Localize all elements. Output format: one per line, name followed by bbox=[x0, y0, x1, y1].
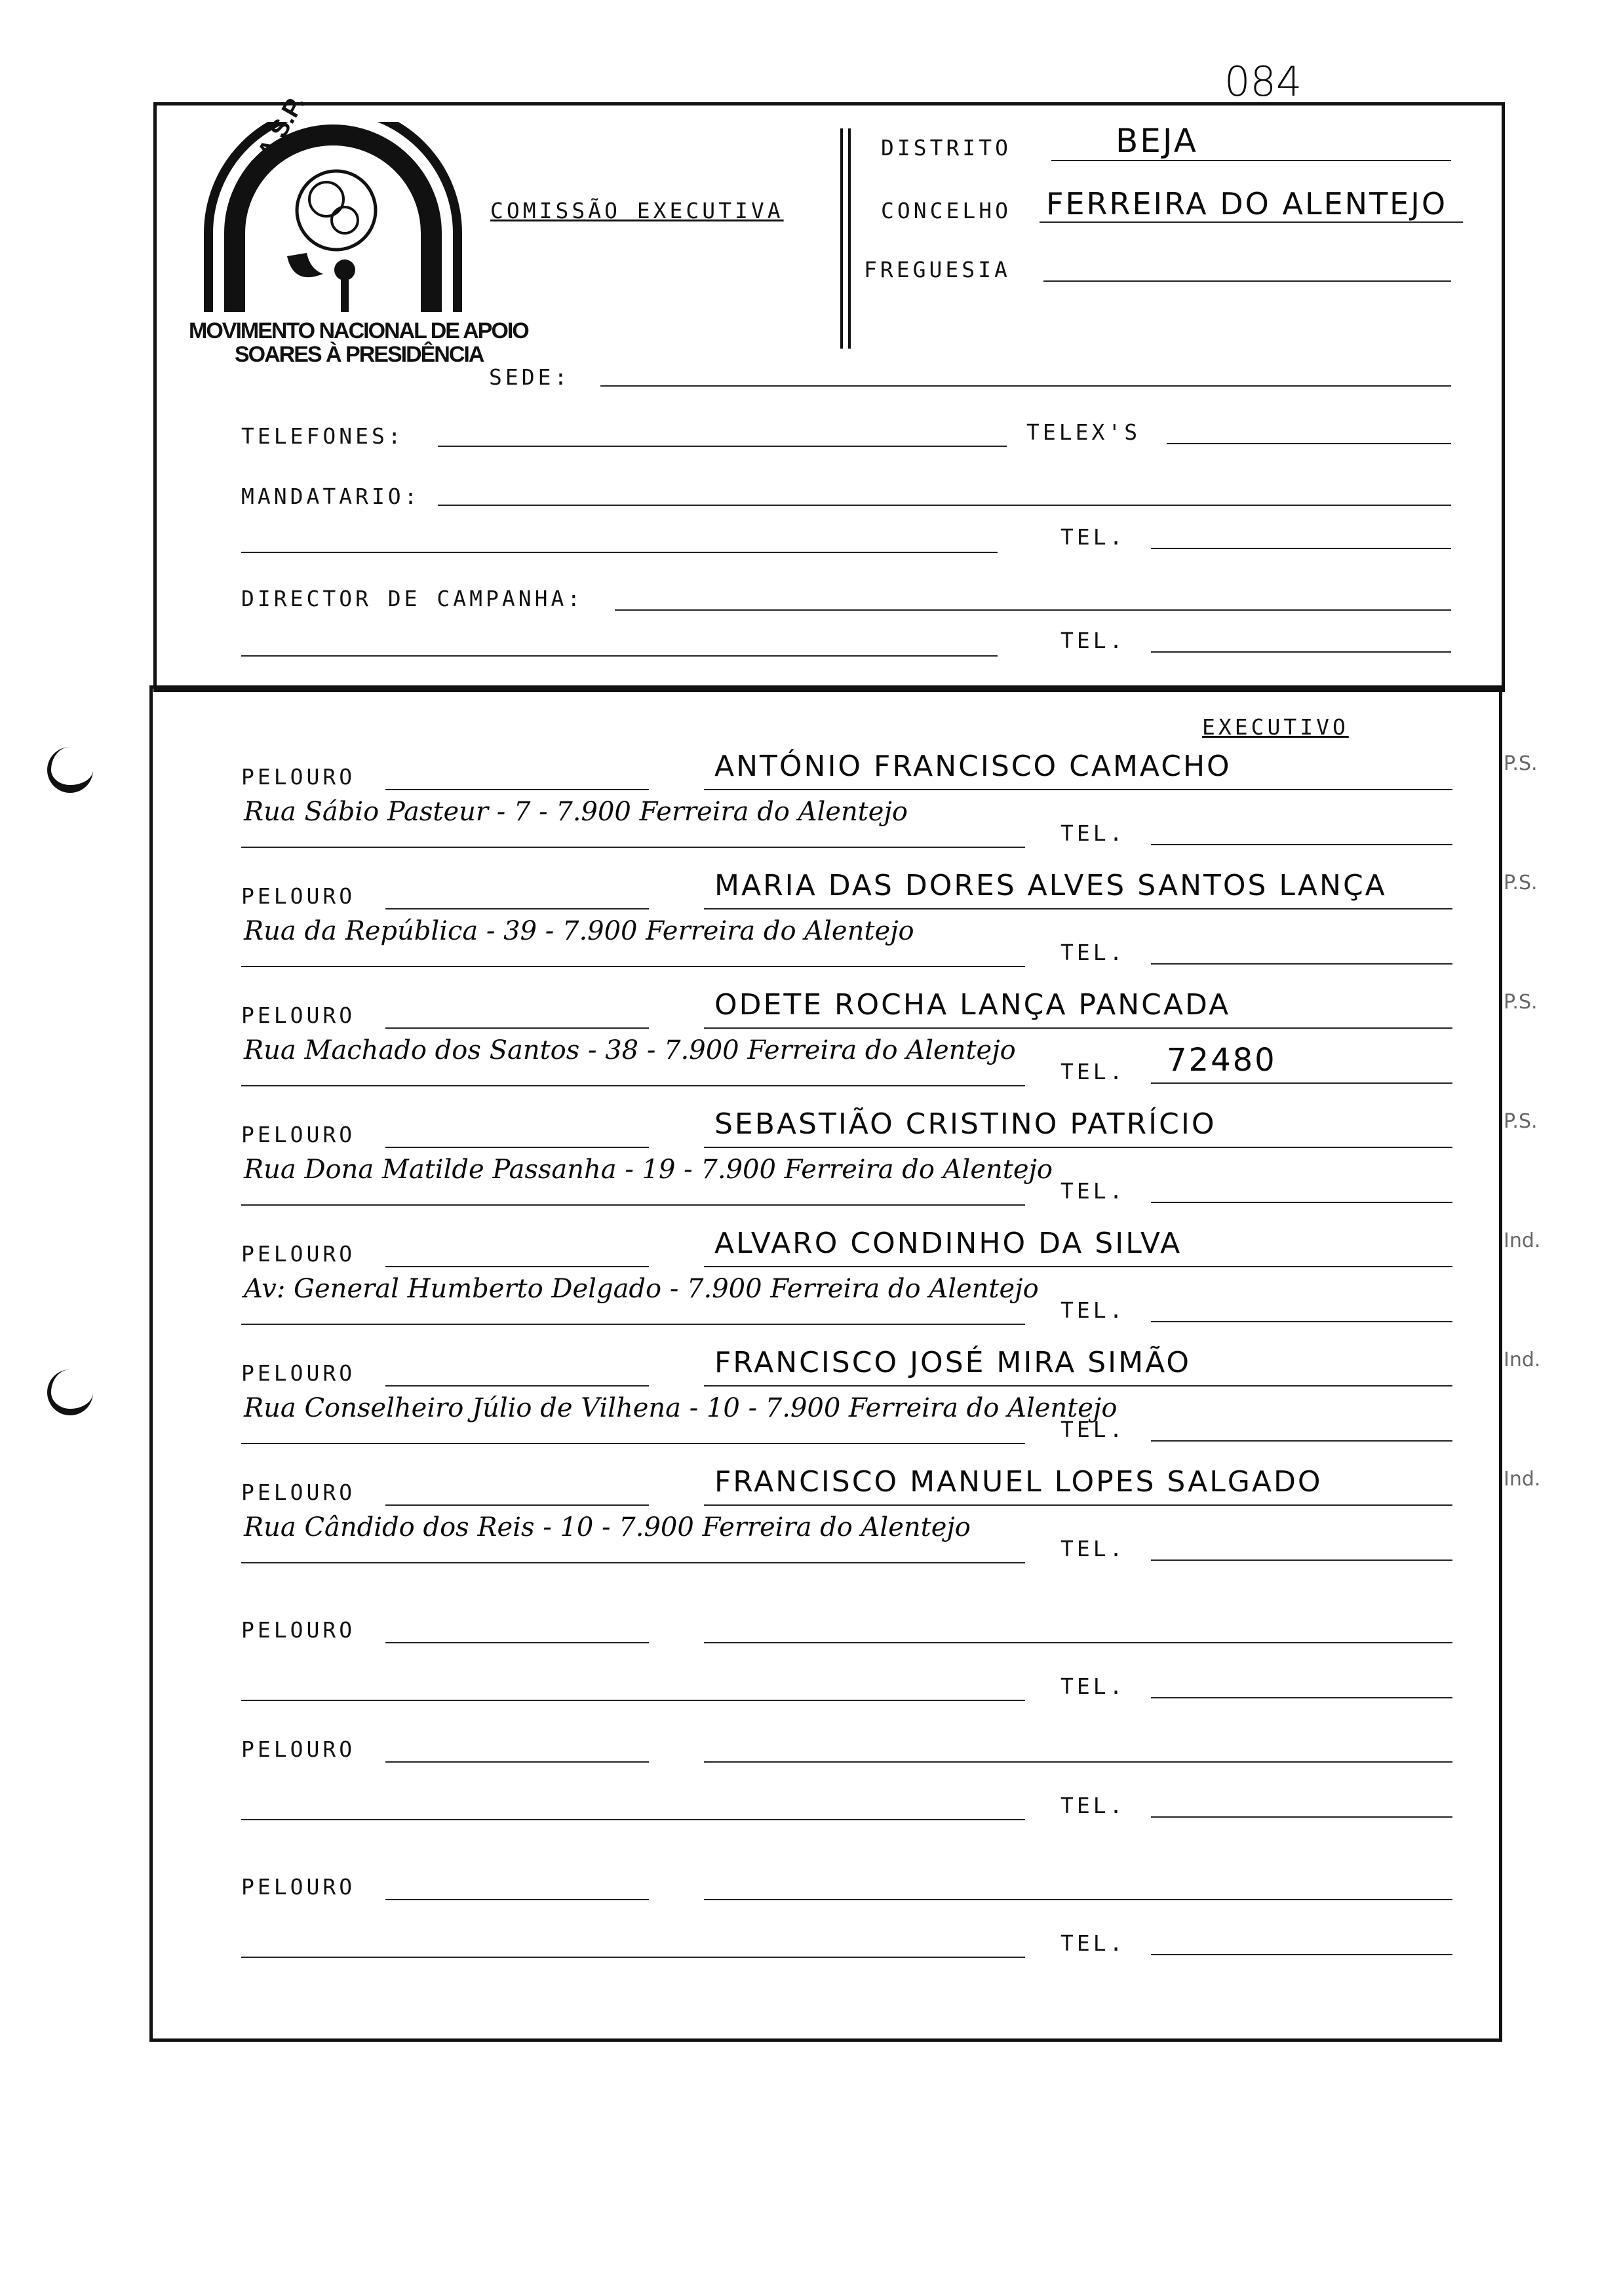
member-party: P.S. bbox=[1504, 871, 1538, 894]
member-tel-label: TEL. bbox=[1060, 1536, 1126, 1561]
mandatario-tel-label: TEL. bbox=[1060, 524, 1126, 550]
member-address: Rua Conselheiro Júlio de Vilhena - 10 - 7.900 Ferreira do Alentejo bbox=[244, 1393, 1118, 1423]
member-tel-label: TEL. bbox=[1060, 1059, 1126, 1084]
member-tel-label: TEL. bbox=[1060, 1297, 1126, 1323]
sede-label: SEDE: bbox=[489, 364, 571, 390]
member-name: FRANCISCO JOSÉ MIRA SIMÃO bbox=[714, 1346, 1192, 1379]
pelouro-label: PELOURO bbox=[241, 1003, 356, 1028]
member-party: Ind. bbox=[1504, 1349, 1541, 1371]
member-address: Rua Machado dos Santos - 38 - 7.900 Ferreira do Alentejo bbox=[244, 1035, 1016, 1065]
member-address: Rua Dona Matilde Passanha - 19 - 7.900 Ferreira do Alentejo bbox=[244, 1155, 1053, 1185]
header-divider bbox=[840, 128, 843, 349]
member-tel: 72480 bbox=[1167, 1042, 1277, 1079]
logo-line2: SOARES À PRESIDÊNCIA bbox=[235, 342, 484, 367]
header-divider-2 bbox=[848, 128, 851, 349]
telex-label: TELEX'S bbox=[1026, 419, 1141, 445]
member-tel-label: TEL. bbox=[1060, 820, 1126, 846]
member-tel-label: TEL. bbox=[1060, 1793, 1126, 1818]
freguesia-label: FREGUESIA bbox=[864, 257, 1011, 282]
pelouro-label: PELOURO bbox=[241, 1241, 356, 1267]
member-address: Rua Sábio Pasteur - 7 - 7.900 Ferreira do Alentejo bbox=[244, 797, 908, 827]
logo-arch-icon bbox=[189, 122, 471, 318]
director-tel-label: TEL. bbox=[1060, 628, 1126, 653]
member-name: ANTÓNIO FRANCISCO CAMACHO bbox=[714, 750, 1232, 783]
page-number: 084 bbox=[1224, 58, 1302, 105]
member-tel-label: TEL. bbox=[1060, 940, 1126, 965]
member-address: Rua da República - 39 - 7.900 Ferreira do Alentejo bbox=[244, 916, 914, 946]
commission-label: COMISSÃO EXECUTIVA bbox=[490, 198, 784, 223]
member-tel-label: TEL. bbox=[1060, 1178, 1126, 1204]
logo-acronym: M.A.S.P. bbox=[239, 90, 311, 188]
punch-hole-top bbox=[47, 747, 93, 793]
pelouro-label: PELOURO bbox=[241, 764, 356, 790]
member-name: FRANCISCO MANUEL LOPES SALGADO bbox=[714, 1465, 1323, 1499]
pelouro-label: PELOURO bbox=[241, 1360, 356, 1386]
member-name: MARIA DAS DORES ALVES SANTOS LANÇA bbox=[714, 869, 1387, 902]
member-name: ODETE ROCHA LANÇA PANCADA bbox=[714, 988, 1231, 1022]
pelouro-label: PELOURO bbox=[241, 1480, 356, 1505]
executivo-label: EXECUTIVO bbox=[1202, 714, 1349, 740]
pelouro-label: PELOURO bbox=[241, 1736, 356, 1762]
member-party: P.S. bbox=[1504, 991, 1538, 1014]
member-party: Ind. bbox=[1504, 1229, 1541, 1252]
member-party: P.S. bbox=[1504, 752, 1538, 775]
member-address: Rua Cândido dos Reis - 10 - 7.900 Ferreira do Alentejo bbox=[244, 1512, 971, 1542]
distrito-label: DISTRITO bbox=[881, 135, 1011, 161]
member-tel-label: TEL. bbox=[1060, 1930, 1126, 1956]
concelho-value: FERREIRA DO ALENTEJO bbox=[1046, 186, 1448, 221]
pelouro-label: PELOURO bbox=[241, 883, 356, 909]
member-tel-label: TEL. bbox=[1060, 1417, 1126, 1442]
punch-hole-bottom bbox=[47, 1369, 93, 1415]
member-party: Ind. bbox=[1504, 1468, 1541, 1491]
member-name: SEBASTIÃO CRISTINO PATRÍCIO bbox=[714, 1107, 1216, 1141]
pelouro-label: PELOURO bbox=[241, 1617, 356, 1643]
member-tel-label: TEL. bbox=[1060, 1674, 1126, 1699]
logo-line1: MOVIMENTO NACIONAL DE APOIO bbox=[189, 318, 528, 343]
pelouro-label: PELOURO bbox=[241, 1874, 356, 1900]
member-party: P.S. bbox=[1504, 1110, 1538, 1133]
telefones-label: TELEFONES: bbox=[241, 423, 404, 449]
member-name: ALVARO CONDINHO DA SILVA bbox=[714, 1227, 1182, 1260]
masp-logo bbox=[189, 90, 530, 384]
distrito-value: BEJA bbox=[1116, 122, 1198, 160]
mandatario-label: MANDATARIO: bbox=[241, 484, 421, 509]
pelouro-label: PELOURO bbox=[241, 1122, 356, 1147]
concelho-label: CONCELHO bbox=[881, 198, 1011, 223]
member-address: Av: General Humberto Delgado - 7.900 Ferreira do Alentejo bbox=[244, 1274, 1039, 1304]
director-label: DIRECTOR DE CAMPANHA: bbox=[241, 586, 584, 611]
